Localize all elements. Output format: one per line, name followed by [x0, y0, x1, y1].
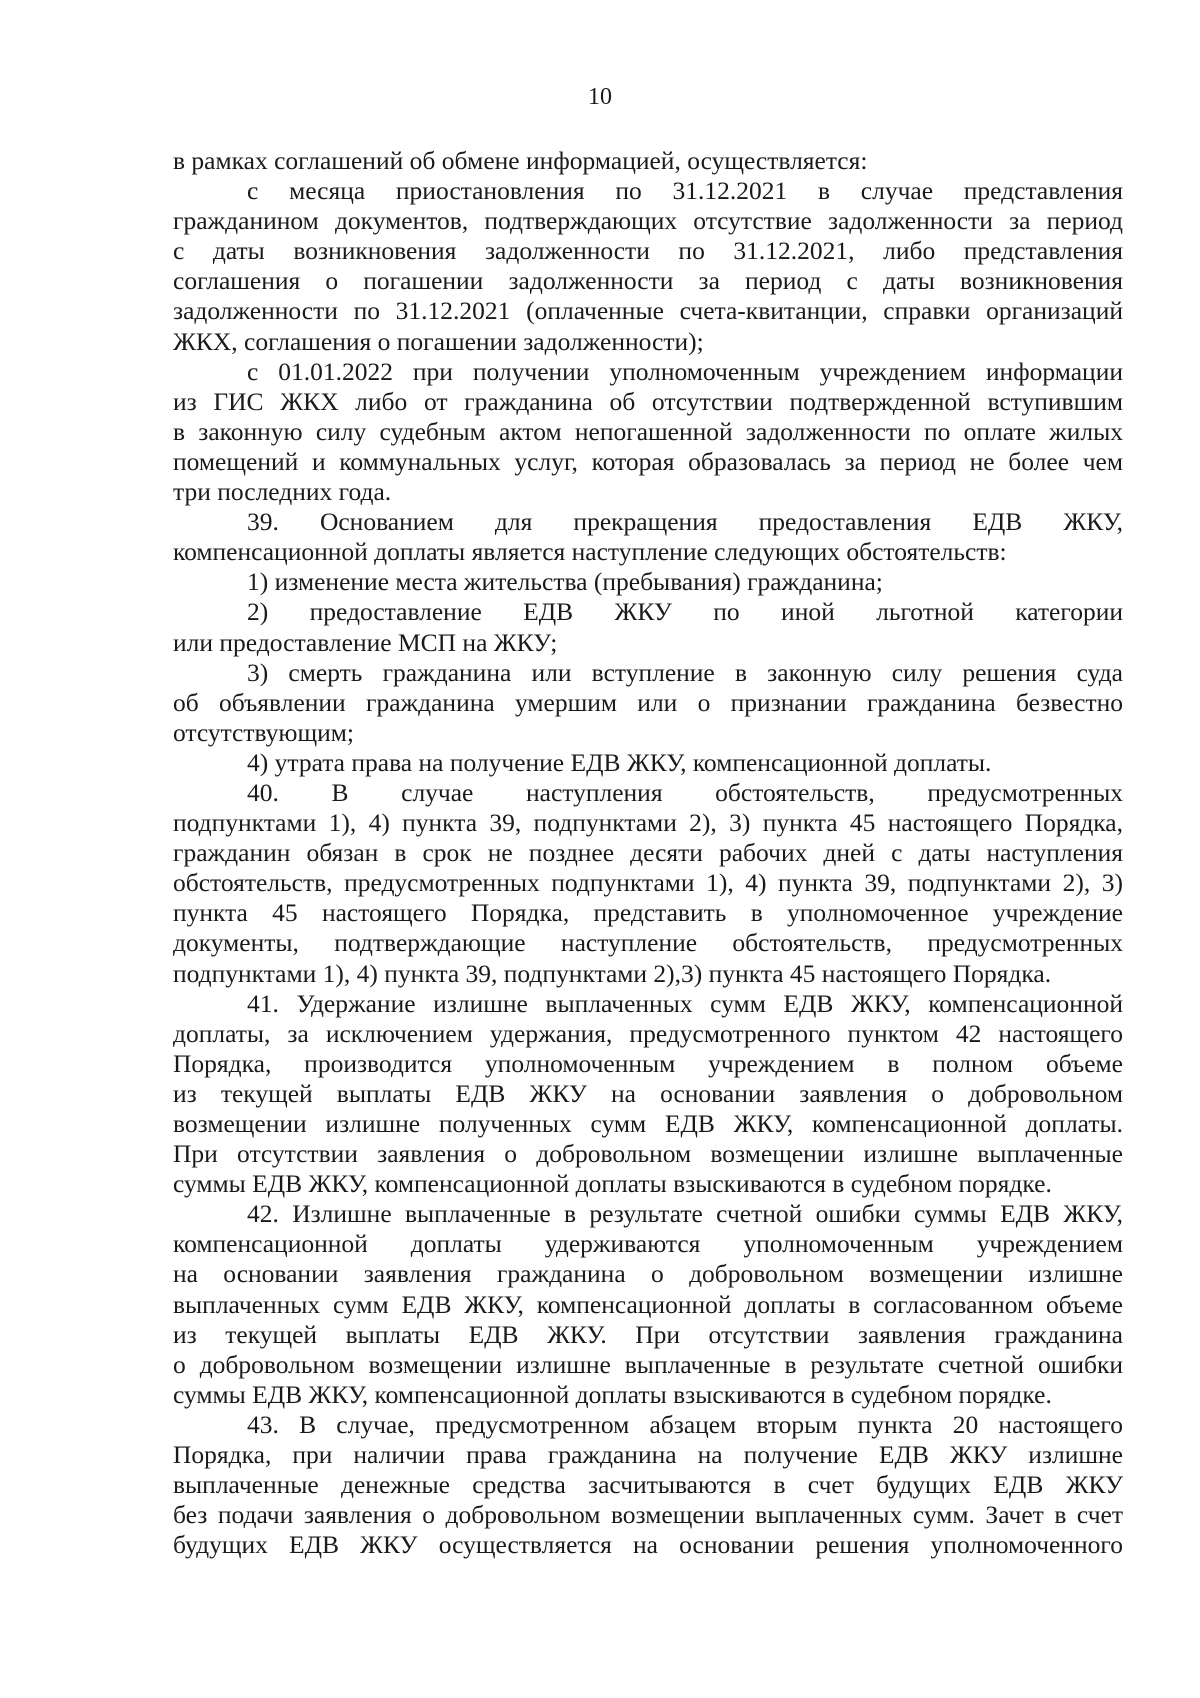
text-line: подпунктами 1), 4) пункта 39, подпунктами 2),3) пункта 45 настоящего Порядка.: [173, 958, 1052, 988]
text-line: компенсационной доплаты является наступление следующих обстоятельств:: [173, 537, 1007, 567]
text-line: ЖКХ, соглашения о погашении задолженности);: [173, 326, 704, 356]
text-line: из ГИС ЖКХ либо от гражданина об отсутствии подтвержденной вступившим: [173, 386, 1123, 416]
text-line: соглашения о погашении задолженности за период с даты возникновения: [173, 266, 1123, 296]
text-line: в рамках соглашений об обмене информацией, осуществляется:: [173, 146, 868, 175]
text-line: из текущей выплаты ЕДВ ЖКУ на основании заявления о добровольном: [173, 1078, 1123, 1108]
text-line: 1) изменение места жительства (пребывания) гражданина;: [247, 567, 883, 597]
text-line: 4) утрата права на получение ЕДВ ЖКУ, компенсационной доплаты.: [247, 747, 992, 777]
text-line: гражданином документов, подтверждающих отсутствие задолженности за период: [173, 206, 1123, 236]
text-line: выплаченных сумм ЕДВ ЖКУ, компенсационной доплаты в согласованном объеме: [173, 1289, 1123, 1319]
text-line: или предоставление МСП на ЖКУ;: [173, 627, 558, 657]
text-line: с даты возникновения задолженности по 31.12.2021, либо представления: [173, 236, 1123, 266]
text-line: будущих ЕДВ ЖКУ осуществляется на основании решения уполномоченного: [173, 1530, 1123, 1560]
text-line: отсутствующим;: [173, 717, 354, 747]
text-line: из текущей выплаты ЕДВ ЖКУ. При отсутствии заявления гражданина: [173, 1319, 1123, 1349]
text-line: При отсутствии заявления о добровольном возмещении излишне выплаченные: [173, 1139, 1123, 1169]
document-body: [173, 146, 1123, 1560]
text-line: в законную силу судебным актом непогашенной задолженности по оплате жилых: [173, 416, 1123, 446]
text-line: возмещении излишне полученных сумм ЕДВ ЖКУ, компенсационной доплаты.: [173, 1109, 1123, 1138]
text-line: выплаченные денежные средства засчитываются в счет будущих ЕДВ ЖКУ: [173, 1470, 1123, 1500]
text-line: Порядка, при наличии права гражданина на получение ЕДВ ЖКУ излишне: [173, 1440, 1123, 1470]
text-line: 42. Излишне выплаченные в результате счетной ошибки суммы ЕДВ ЖКУ,: [247, 1199, 1123, 1229]
text-line: компенсационной доплаты удерживаются уполномоченным учреждением: [173, 1229, 1123, 1259]
text-line: пункта 45 настоящего Порядка, представить в уполномоченное учреждение: [173, 898, 1123, 928]
page-number: 10: [588, 84, 612, 110]
text-line: Порядка, производится уполномоченным учреждением в полном объеме: [173, 1048, 1123, 1078]
text-line: 2) предоставление ЕДВ ЖКУ по иной льготной категории: [247, 597, 1123, 627]
text-line: подпунктами 1), 4) пункта 39, подпунктами 2), 3) пункта 45 настоящего Порядка,: [173, 808, 1123, 838]
text-line: задолженности по 31.12.2021 (оплаченные счета-квитанции, справки организаций: [173, 296, 1123, 326]
text-line: 39. Основанием для прекращения предоставления ЕДВ ЖКУ,: [247, 507, 1123, 537]
text-line: о добровольном возмещении излишне выплаченные в результате счетной ошибки: [173, 1349, 1123, 1379]
text-line: 3) смерть гражданина или вступление в законную силу решения суда: [247, 657, 1123, 687]
text-line: без подачи заявления о добровольном возмещении выплаченных сумм. Зачет в счет: [173, 1500, 1123, 1530]
text-line: три последних года.: [173, 477, 392, 507]
text-line: с 01.01.2022 при получении уполномоченным учреждением информации: [247, 356, 1123, 386]
text-line: с месяца приостановления по 31.12.2021 в случае представления: [247, 176, 1123, 206]
text-line: 41. Удержание излишне выплаченных сумм ЕДВ ЖКУ, компенсационной: [247, 988, 1123, 1018]
text-line: суммы ЕДВ ЖКУ, компенсационной доплаты взыскиваются в судебном порядке.: [173, 1379, 1052, 1409]
text-line: суммы ЕДВ ЖКУ, компенсационной доплаты взыскиваются в судебном порядке.: [173, 1169, 1052, 1199]
text-line: 43. В случае, предусмотренном абзацем вторым пункта 20 настоящего: [247, 1409, 1123, 1439]
text-line: документы, подтверждающие наступление обстоятельств, предусмотренных: [173, 928, 1123, 958]
text-line: об объявлении гражданина умершим или о признании гражданина безвестно: [173, 687, 1123, 717]
text-line: помещений и коммунальных услуг, которая образовалась за период не более чем: [173, 446, 1123, 476]
text-line: 40. В случае наступления обстоятельств, предусмотренных: [247, 777, 1123, 807]
text-line: гражданин обязан в срок не позднее десяти рабочих дней с даты наступления: [173, 838, 1123, 868]
text-line: на основании заявления гражданина о добровольном возмещении излишне: [173, 1259, 1123, 1289]
text-line: доплаты, за исключением удержания, предусмотренного пунктом 42 настоящего: [173, 1018, 1123, 1048]
text-line: обстоятельств, предусмотренных подпунктами 1), 4) пункта 39, подпунктами 2), 3): [173, 868, 1123, 898]
